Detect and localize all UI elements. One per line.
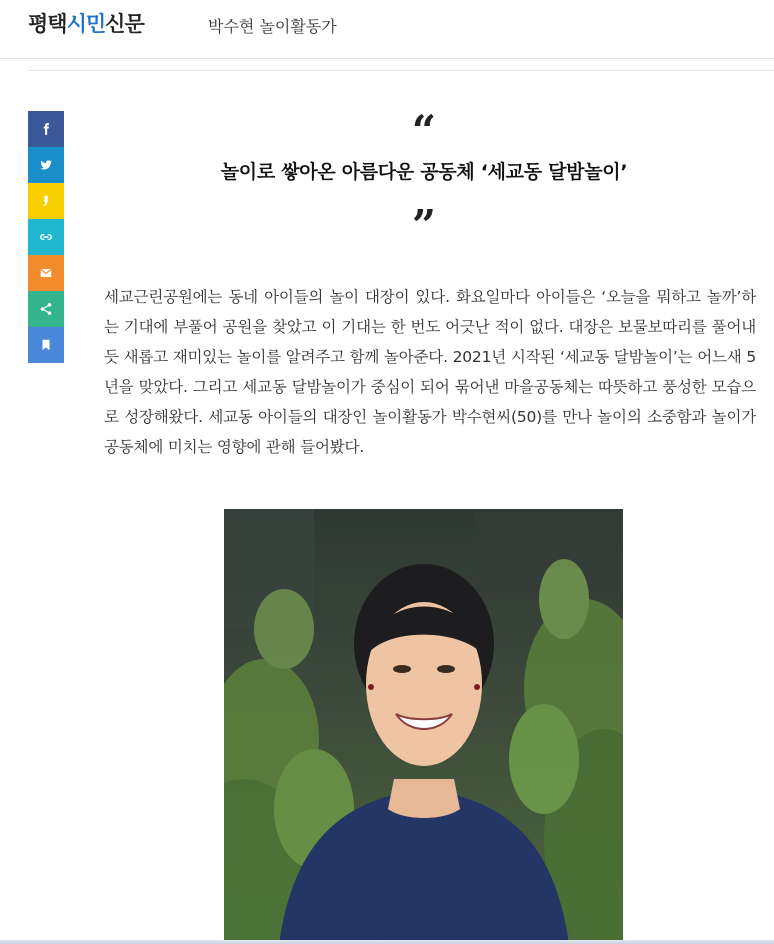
section-title: 박수현 놀이활동가 xyxy=(208,17,337,36)
site-header xyxy=(0,0,774,59)
site-logo[interactable]: 평택시민신문 xyxy=(28,12,144,36)
twitter-icon xyxy=(39,158,53,172)
bookmark-button[interactable] xyxy=(28,327,64,363)
email-icon xyxy=(39,266,53,280)
twitter-share-button[interactable] xyxy=(28,147,64,183)
more-share-button[interactable] xyxy=(28,291,64,327)
quote-close-icon: ” xyxy=(411,201,437,250)
article-lead xyxy=(104,282,756,462)
email-share-button[interactable] xyxy=(28,255,64,291)
share-icon xyxy=(39,302,53,316)
divider xyxy=(28,70,774,71)
quote-open-icon: “ xyxy=(411,106,437,155)
article-photo xyxy=(224,509,623,944)
article-subheadline: 놀이로 쌓아온 아름다운 공동체 ‘세교동 달밤놀이’ xyxy=(220,161,628,183)
window-bottom-edge xyxy=(0,940,774,944)
portrait-illustration xyxy=(224,509,623,944)
lead-paragraph: 세교근린공원에는 동네 아이들의 놀이 대장이 있다. 화요일마다 아이들은 ‘오늘을 뭐하고 놀까’하는 기대에 부풀어 공원을 찾았고 이 기대는 한 번도 어긋난 적이 없다. 대장은 보물보따리를 풀어내듯 새롭고 재미있는 놀이를 알려주고 함께 놀아준다. 2021년 시작된 ‘세교동 달밤놀이’는 어느새 5년을 맞았다. 그리고 세교동 달밤놀이가 중심이 되어 묶어낸 마을공동체는 따뜻하고 풍성한 모습으로 성장해왔다. 세교동 아이들의 대장인 놀이활동가 박수현씨(50)를 만나 놀이의 소중함과 놀이가 공동체에 미치는 영향에 관해 들어봤다. xyxy=(104,288,756,456)
bookmark-icon xyxy=(39,338,53,352)
